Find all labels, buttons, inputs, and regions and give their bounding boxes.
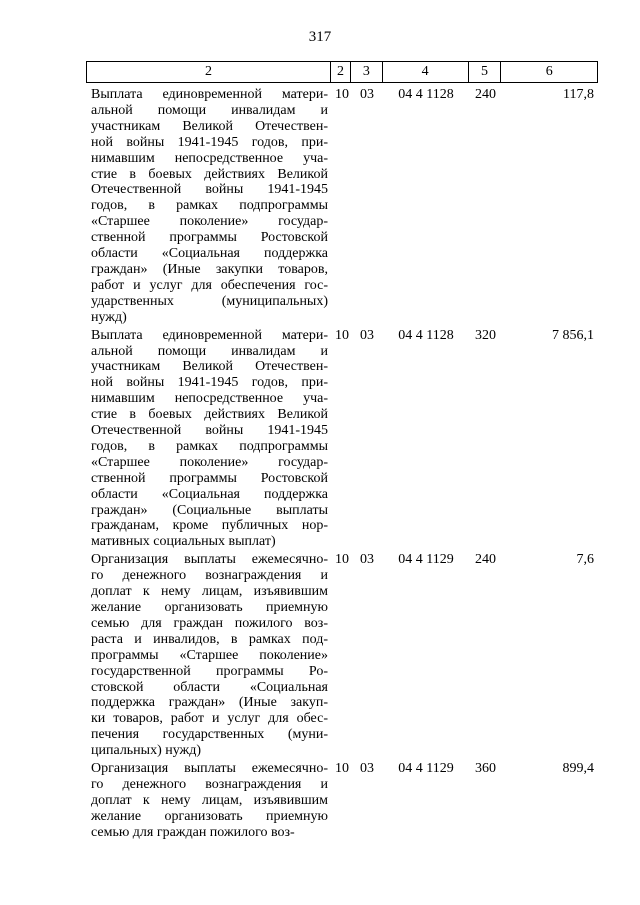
- description-line: желание организовать приемную: [91, 808, 328, 824]
- description-line: Отечественной войны 1941-1945: [91, 182, 328, 198]
- row-section: 10: [335, 761, 349, 777]
- header-col-section: 2: [331, 62, 351, 82]
- description-line: поддержка граждан» (Иные закуп-: [91, 695, 328, 711]
- row-description: [86, 87, 331, 326]
- description-line: области «Социальная поддержка: [91, 246, 328, 262]
- row-amount: 7 856,1: [552, 327, 594, 343]
- description-line: Организация выплаты ежемесячно-: [91, 552, 328, 568]
- description-line: семью для граждан пожилого воз-: [91, 615, 328, 631]
- row-amount: 117,8: [563, 87, 594, 102]
- description-line: раста и инвалидов, в рамках под-: [91, 631, 328, 647]
- description-line: ственной программы Ростовской: [91, 230, 328, 246]
- description-line: ципальных) нужд): [91, 743, 202, 759]
- description-line: ки товаров, работ и услуг для обес-: [91, 711, 328, 727]
- description-line: Отечественной войны 1941-1945: [91, 423, 328, 439]
- description-line: нимавшим непосредственное уча-: [91, 150, 328, 166]
- description-line: граждан» (Иные закупки товаров,: [91, 261, 328, 277]
- description-line: «Старшее поколение» государ-: [91, 454, 328, 470]
- description-line: семью для граждан пожилого воз-: [91, 824, 295, 840]
- description-line: гражданам, кроме публичных нор-: [91, 518, 328, 534]
- description-line: альной помощи инвалидам и: [91, 343, 328, 359]
- row-subsection: 03: [360, 327, 374, 343]
- description-line: Организация выплаты ежемесячно-: [91, 761, 328, 777]
- description-line: ной войны 1941-1945 годов, при-: [91, 375, 328, 391]
- description-line: ударственных (муниципальных): [91, 293, 328, 309]
- row-description: [86, 761, 331, 841]
- description-line: стие в боевых действиях Великой: [91, 166, 328, 182]
- description-line: области «Социальная поддержка: [91, 486, 328, 502]
- description-line: государственной программы Ро-: [91, 663, 328, 679]
- header-col-expense-type: 5: [469, 62, 502, 82]
- description-line: нужд): [91, 309, 127, 325]
- row-target-article: 04 4 1128: [398, 327, 454, 343]
- description-line: Выплата единовременной матери-: [91, 87, 328, 102]
- row-expense-type: 240: [475, 87, 496, 102]
- row-section: 10: [335, 327, 349, 343]
- row-subsection: 03: [360, 761, 374, 777]
- description-line: «Старшее поколение» государ-: [91, 214, 328, 230]
- row-target-article: 04 4 1129: [398, 761, 454, 777]
- budget-table: [86, 61, 598, 841]
- row-target-article: 04 4 1129: [398, 552, 454, 568]
- table-body: [86, 87, 598, 841]
- description-line: доплат к нему лицам, изъявившим: [91, 584, 328, 600]
- description-line: го денежного вознаграждения и: [91, 776, 328, 792]
- page-number: 317: [308, 29, 332, 45]
- row-subsection: 03: [360, 87, 374, 102]
- row-expense-type: 240: [475, 552, 496, 568]
- description-line: ственной программы Ростовской: [91, 470, 328, 486]
- header-col-subsection: 3: [351, 62, 383, 82]
- description-line: альной помощи инвалидам и: [91, 102, 328, 118]
- row-description: [86, 552, 331, 759]
- description-line: печения государственных (муни-: [91, 727, 328, 743]
- header-col-description: 2: [87, 62, 331, 82]
- description-line: граждан» (Социальные выплаты: [91, 502, 328, 518]
- description-line: стовской области «Социальная: [91, 679, 328, 695]
- description-line: желание организовать приемную: [91, 600, 328, 615]
- table-row: [86, 87, 598, 326]
- row-subsection: 03: [360, 552, 374, 568]
- description-line: работ и услуг для обеспечения гос-: [91, 277, 328, 293]
- table-row: [86, 328, 598, 551]
- description-line: участникам Великой Отечествен-: [91, 118, 328, 134]
- description-line: программы «Старшее поколение»: [91, 647, 328, 663]
- row-section: 10: [335, 87, 349, 102]
- description-line: доплат к нему лицам, изъявившим: [91, 792, 328, 808]
- row-amount: 899,4: [562, 761, 594, 777]
- row-expense-type: 360: [475, 761, 496, 777]
- header-col-target-article: 4: [383, 62, 469, 82]
- description-line: мативных социальных выплат): [91, 534, 276, 550]
- description-line: годов, в рамках подпрограммы: [91, 198, 328, 214]
- row-target-article: 04 4 1128: [398, 87, 454, 102]
- row-description: [86, 328, 331, 551]
- table-row: [86, 552, 598, 759]
- description-line: Выплата единовременной матери-: [91, 327, 328, 343]
- description-line: ной войны 1941-1945 годов, при-: [91, 134, 328, 150]
- description-line: го денежного вознаграждения и: [91, 568, 328, 584]
- description-line: участникам Великой Отечествен-: [91, 359, 328, 375]
- description-line: стие в боевых действиях Великой: [91, 407, 328, 423]
- header-col-amount: 6: [545, 64, 553, 79]
- table-row: [86, 761, 598, 841]
- table-header-row: [86, 61, 598, 83]
- row-expense-type: 320: [475, 327, 496, 343]
- row-section: 10: [335, 552, 349, 568]
- description-line: годов, в рамках подпрограммы: [91, 438, 328, 454]
- description-line: нимавшим непосредственное уча-: [91, 391, 328, 407]
- row-amount: 7,6: [576, 552, 594, 568]
